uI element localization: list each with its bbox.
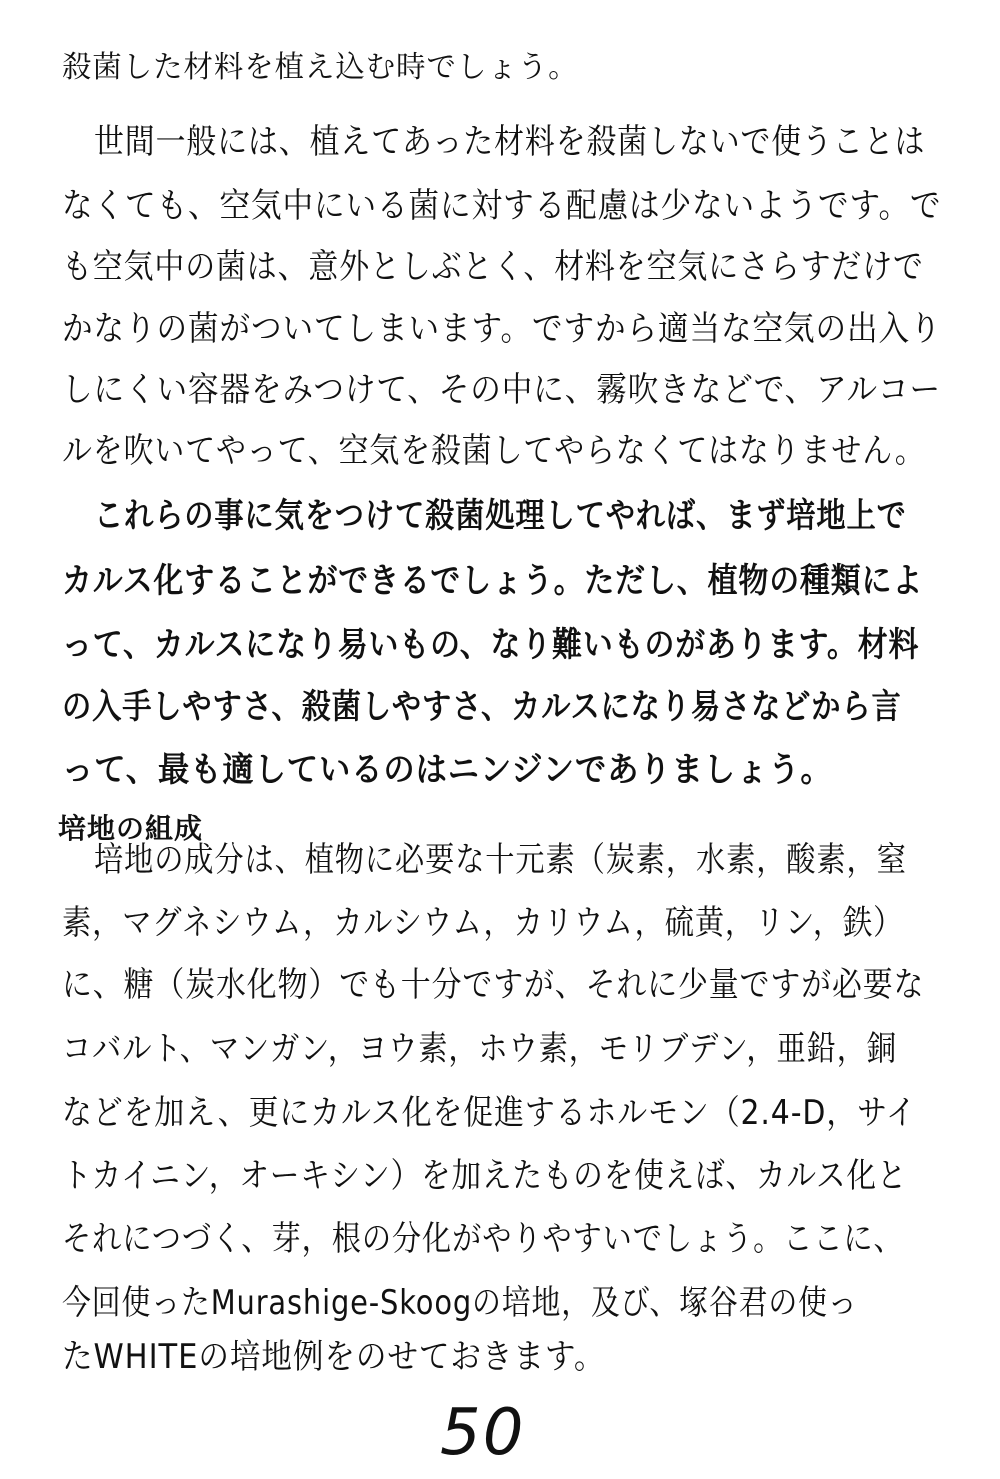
section-line-5: などを加え、更にカルス化を促進するホルモン（2.4-D，サイ — [62, 1093, 917, 1133]
section-heading: 培地の組成 — [58, 812, 204, 845]
text-line-12: って、最も適しているのはニンジンでありましょう。 — [62, 750, 833, 790]
section-line-6: トカイニン，オーキシン）を加えたものを使えば、カルス化と — [62, 1156, 908, 1196]
text-line-9: カルス化することができるでしょう。ただし、植物の種類によ — [62, 561, 924, 601]
section-line-4: コバルト、マンガン，ヨウ素，ホウ素，モリブデン，亜鉛，銅 — [62, 1029, 897, 1069]
text-line-8: これらの事に気をつけて殺菌処理してやれば、まず培地上で — [94, 496, 907, 536]
text-line-10: って、カルスになり易いもの、なり難いものがあります。材料 — [62, 625, 920, 665]
section-line-3: に、糖（炭水化物）でも十分ですが、それに少量ですが必要な — [62, 965, 925, 1005]
section-line-8: 今回使ったMurashige-Skoogの培地，及び、塚谷君の使っ — [62, 1283, 858, 1323]
text-line-11: の入手しやすさ、殺菌しやすさ、カルスになり易さなどから言 — [62, 687, 902, 727]
text-line-1: 殺菌した材料を植え込む時でしょう。 — [62, 50, 579, 85]
text-line-4: も空気中の菌は、意外としぶとく、材料を空気にさらすだけで — [62, 247, 924, 287]
text-line-6: しにくい容器をみつけて、その中に、霧吹きなどで、アルコー — [62, 370, 941, 410]
text-line-7: ルを吹いてやって、空気を殺菌してやらなくてはなりません。 — [62, 431, 926, 471]
section-line-1: 培地の成分は、植物に必要な十元素（炭素，水素，酸素，窒 — [94, 840, 907, 880]
text-line-3: なくても、空気中にいる菌に対する配慮は少ないようです。で — [62, 186, 942, 226]
text-line-2: 世間一般には、植えてあった材料を殺菌しないで使うことは — [94, 122, 926, 162]
text-line-5: かなりの菌がついてしまいます。ですから適当な空気の出入り — [62, 309, 942, 349]
section-line-7: それにつづく、芽，根の分化がやりやすいでしょう。ここに、 — [62, 1219, 904, 1259]
page-number: 50 — [440, 1396, 526, 1470]
section-line-2: 素，マグネシウム，カルシウム，カリウム，硫黄，リン，鉄） — [62, 903, 904, 943]
section-line-9: たWHITEの培地例をのせておきます。 — [62, 1337, 606, 1377]
